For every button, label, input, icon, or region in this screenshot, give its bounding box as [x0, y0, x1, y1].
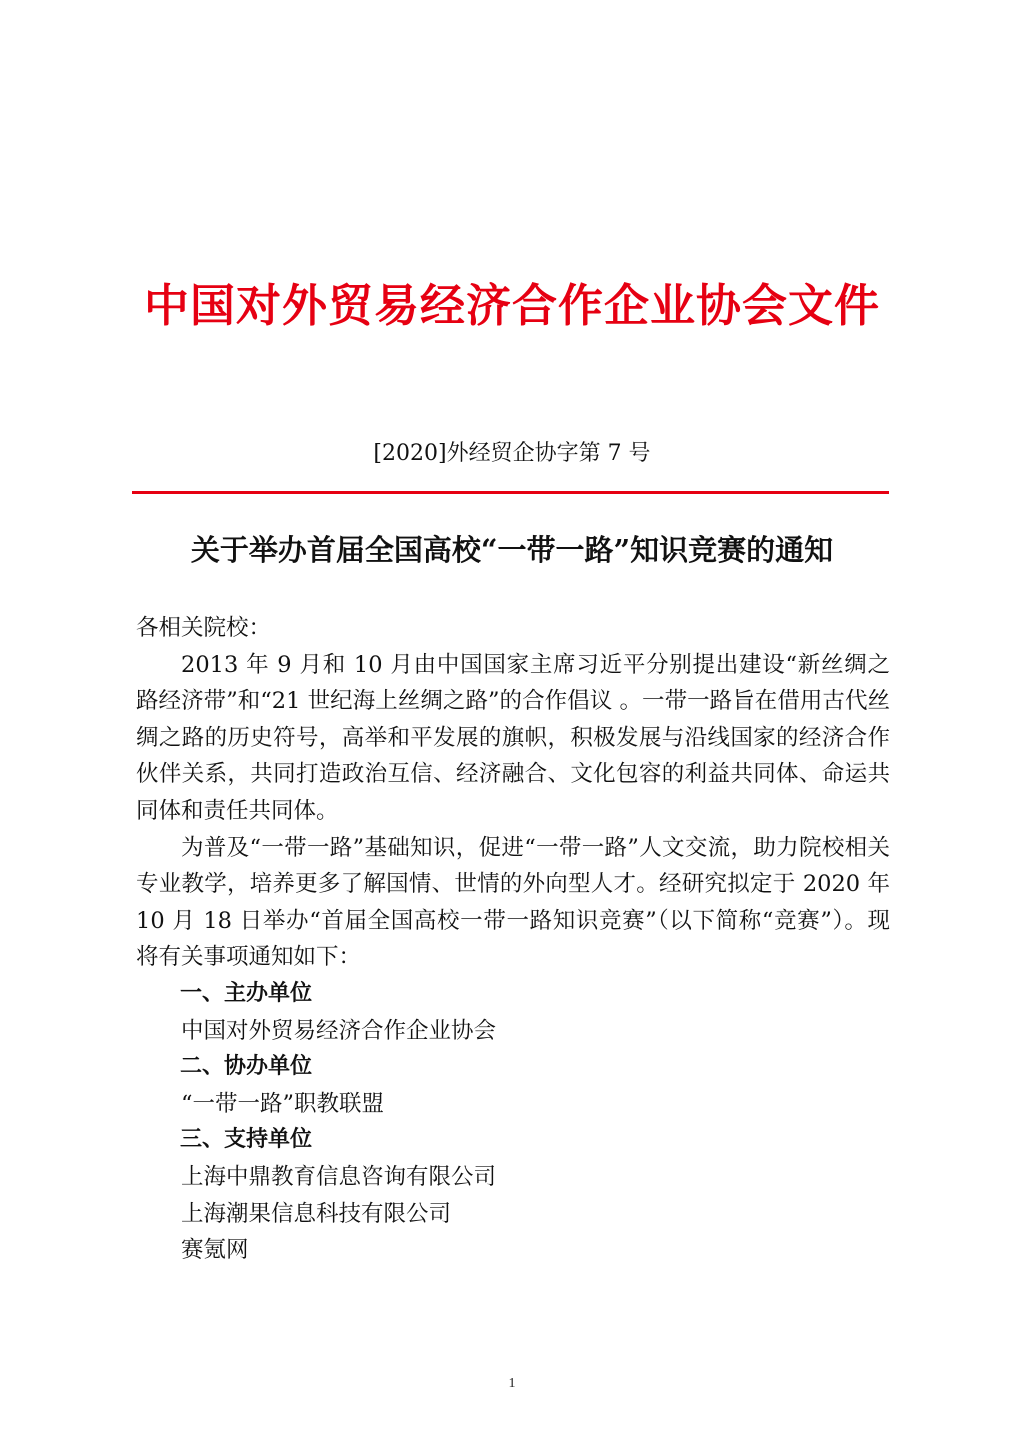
section-heading-co-host: 二、协办单位 — [180, 1054, 313, 1080]
document-number: [2020]外经贸企协字第 7 号 — [373, 441, 651, 466]
body-paragraph-1: 2013 年 9 月和 10 月由中国国家主席习近平分别提出建设“新丝绸之路经济带”和“21 世纪海上丝绸之路”的合作倡议 。一带一路旨在借用古代丝绸之路的历史符号，高举和平发展的旗帜，积极发展与沿线国家的经济合作伙伴关系，共同打造政治互信、经济融合、文化包容的利益共同体、命运共同体和责任共同体。 — [136, 651, 890, 824]
salutation: 各相关院校： — [136, 615, 272, 641]
host-organization: 中国对外贸易经济合作企业协会 — [181, 1017, 497, 1044]
supporter-organization-2: 上海潮果信息科技有限公司 — [181, 1200, 452, 1227]
document-body — [136, 610, 890, 1269]
co-host-organization: “一带一路”职教联盟 — [181, 1090, 385, 1117]
red-divider-line — [132, 491, 889, 494]
issuer-header-title: 中国对外贸易经济合作企业协会文件 — [143, 279, 880, 332]
body-paragraph-2: 为普及“一带一路”基础知识，促进“一带一路”人文交流，助力院校相关专业教学，培养更多了解国情、世情的外向型人才。经研究拟定于 2020 年 10 月 18 日举办“首届全国高校一带一路知识竞赛”（以下简称“竞赛”）。现将有关事项通知如下： — [136, 834, 890, 971]
section-heading-supporters: 三、支持单位 — [180, 1127, 313, 1153]
supporter-organization-1: 上海中鼎教育信息咨询有限公司 — [181, 1163, 497, 1190]
section-heading-host: 一、主办单位 — [180, 980, 313, 1006]
page-number: 1 — [508, 1376, 516, 1391]
supporter-organization-3: 赛氪网 — [181, 1237, 249, 1264]
notice-title: 关于举办首届全国高校“一带一路”知识竞赛的通知 — [190, 533, 834, 567]
